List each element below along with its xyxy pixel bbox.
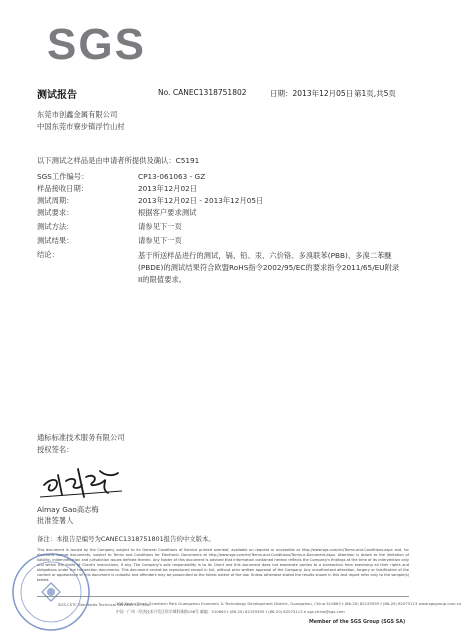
report-date: 日期：2013年12月05日: [270, 89, 354, 98]
signatory-name: Almay Gao高志梅: [37, 505, 99, 514]
sgs-logo-text: SGS: [47, 20, 146, 69]
signatory-role: 批准签署人: [37, 516, 74, 525]
conclusion-label: 结论：: [37, 250, 59, 259]
info-label: 测试方法：: [37, 222, 74, 231]
member-of-sgs: Member of the SGS Group (SGS SA): [309, 620, 406, 625]
footer-address-en: 198 Kezhu Road, Scientech Park Guangzhou Economic & Technology Development District, Guangzhou, China 510663 t (86-20) 82155555 f (86-20) 82075113 www.sgsgroup.com.cn: [116, 601, 461, 606]
footer-address-cn: 中国 · 广州 · 经济技术开发区科学城科珠路198号 邮编：510663 t (86-20) 82155555 f (86-20) 82075113 e sgs.china@sgs.com: [116, 609, 345, 614]
client-address: 中国东莞市寮步镇浮竹山村: [37, 122, 125, 131]
info-value: CP13-061063 - GZ: [138, 172, 206, 181]
remark: 备注：本报告是编号为CANEC1318751801报告的中文版本。: [37, 535, 215, 543]
info-label: 测试要求：: [37, 208, 74, 217]
report-number: No. CANEC1318751802: [158, 88, 247, 97]
sample-intro: 以下测试之样品是由申请者所提供及确认：C5191: [37, 156, 200, 165]
footer-company: SGS-CSTC Standards Technical Services Co., Ltd.: [58, 602, 151, 607]
info-value: 2013年12月02日: [138, 184, 198, 193]
info-label: SGS工作编号：: [37, 172, 89, 181]
info-value: 2013年12月02日 - 2013年12月05日: [138, 196, 264, 205]
conclusion-text: 基于所送样品进行的测试，镉、铅、汞、六价铬、多溴联苯(PBB)、多溴二苯醚(PBDE)的测试结果符合欧盟RoHS指令2002/95/EC的要求指令2011/65/EU附录II的限值要求。: [138, 251, 400, 284]
report-title: 测试报告: [37, 90, 77, 101]
info-label: 测试结果：: [37, 236, 74, 245]
info-label: 样品接收日期：: [37, 184, 89, 193]
sgs-logo: [47, 20, 146, 69]
report-page-count: 第1页,共5页: [354, 89, 396, 98]
official-seal-stamp: [9, 550, 94, 635]
info-value: 根据客户要求测试: [138, 208, 197, 217]
signing-organization: 通标标准技术服务有限公司: [37, 433, 125, 442]
info-value: 请参见下一页: [138, 222, 182, 231]
client-name: 东莞市创鑫金属有限公司: [37, 110, 118, 119]
info-label: 测试周期：: [37, 196, 74, 205]
legal-fineprint: This document is issued by the Company subject to its General Conditions of Service printed overleaf, available on request or accessible at http://www.sgs.com/en/Terms-and-Conditions.aspx and, for electronic format documents, subject to Terms and Conditions for Electronic Documents at http://www.sgs.com/en/Terms-and-Conditions/Terms-e-Document.aspx. Attention is drawn to the limitation of liability, indemnification and jurisdiction issues defined therein. Any holder of this document is advised that information contained hereon reflects the Company's findings at the time of its intervention only and within the limits of Client's instructions, if any. The Company's sole responsibility is to its Client and this document does not exonerate parties to a transaction from exercising all their rights and obligations under the transaction documents. This document cannot be reproduced except in full, without prior written approval of the Company. Any unauthorized alteration, forgery or falsification of the content or appearance of this document is unlawful and offenders may be prosecuted to the fullest extent of the law. Unless otherwise stated the results shown in this test report refer only to the sample(s) tested.: [37, 548, 409, 582]
authorized-signature-label: 授权签名：: [37, 445, 74, 454]
handwritten-signature: [38, 455, 128, 503]
info-value: 请参见下一页: [138, 236, 182, 245]
